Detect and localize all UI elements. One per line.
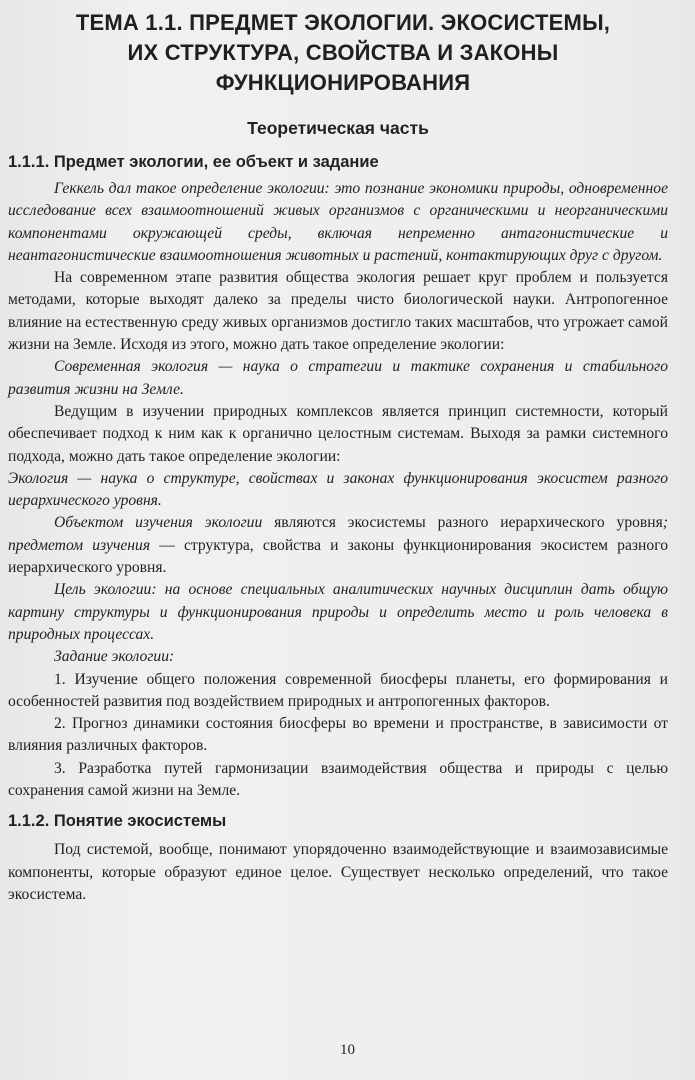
system-principle-paragraph: Ведущим в изучении природных комплексов является принцип системности, который обеспечивает подход к ним как к органично целостным системам. Выходя за рамки системного подхода, можно дать такое определение экологии:	[8, 402, 668, 465]
haeckel-definition: Геккель дал такое определение экологии: это познание экономики природы, одновременное исследование всех взаимоотношений живых организмов с органическими и неорганическими компонентами окружающей среды, включая непременно антагонистические и неантагонистические взаимоотношения животных и растений, контактирующих друг с другом.	[8, 180, 668, 264]
section-title-2: 1.1.2. Понятие экосистемы	[8, 812, 227, 831]
modern-definition: Современная экология — наука о стратегии и тактике сохранения и стабильного развития жизни на Земле.	[8, 358, 668, 398]
object-subject-paragraph	[8, 512, 668, 579]
subject-label: предметом изучения	[8, 536, 151, 554]
ecosystem-paragraph: Под системой, вообще, понимают упорядоченно взаимодействующие и взаимозависимые компоненты, которые образуют единое целое. Существует несколько определений, что такое экосистема.	[8, 841, 668, 903]
chapter-title-line-3: ФУНКЦИОНИРОВАНИЯ	[215, 70, 471, 95]
chapter-title-line-2: ИХ СТРУКТУРА, СВОЙСТВА И ЗАКОНЫ	[127, 40, 559, 65]
section-title-1: 1.1.1. Предмет экологии, ее объект и задание	[8, 153, 379, 171]
ecology-goal: Цель экологии: на основе специальных аналитических научных дисциплин дать общую картину структуры и функционирования природы и определить место и роль человека в природных процессах.	[8, 581, 668, 643]
object-separator: ;	[662, 514, 668, 532]
chapter-title	[18, 8, 668, 98]
modern-context-paragraph: На современном этапе развития общества экология решает круг проблем и пользуется методами, которые выходят далеко за пределы чисто биологической науки. Антропогенное влияние на естественную среду живых организмов достигло таких масштабов, что угрожает самой жизни на Земле. Исходя из этого, можно дать такое определение экологии:	[8, 269, 668, 354]
system-definition: Экология — наука о структуре, свойствах и законах функционирования экосистем разного иерархического уровня.	[8, 469, 668, 510]
chapter-title-line-1: ТЕМА 1.1. ПРЕДМЕТ ЭКОЛОГИИ. ЭКОСИСТЕМЫ,	[75, 10, 611, 35]
task-item-3: 3. Разработка путей гармонизации взаимодействия общества и природы с целью сохранения самой жизни на Земле.	[8, 759, 668, 800]
object-label: Объектом изучения экологии	[54, 514, 263, 532]
part-title: Теоретическая часть	[247, 118, 429, 138]
task-item-2: 2. Прогноз динамики состояния биосферы во времени и пространстве, в зависимости от влияния различных факторов.	[8, 715, 668, 755]
subject-text: — структура, свойства и законы функционирования экосистем разного иерархического уровня.	[8, 536, 668, 577]
page-number: 10	[340, 1042, 355, 1058]
object-text: являются экосистемы разного иерархического уровня	[262, 514, 663, 532]
tasks-heading: Задание экологии:	[54, 648, 175, 666]
task-item-1: 1. Изучение общего положения современной биосферы планеты, его формирования и особенностей развития под воздействием природных и антропогенных факторов.	[8, 670, 668, 710]
